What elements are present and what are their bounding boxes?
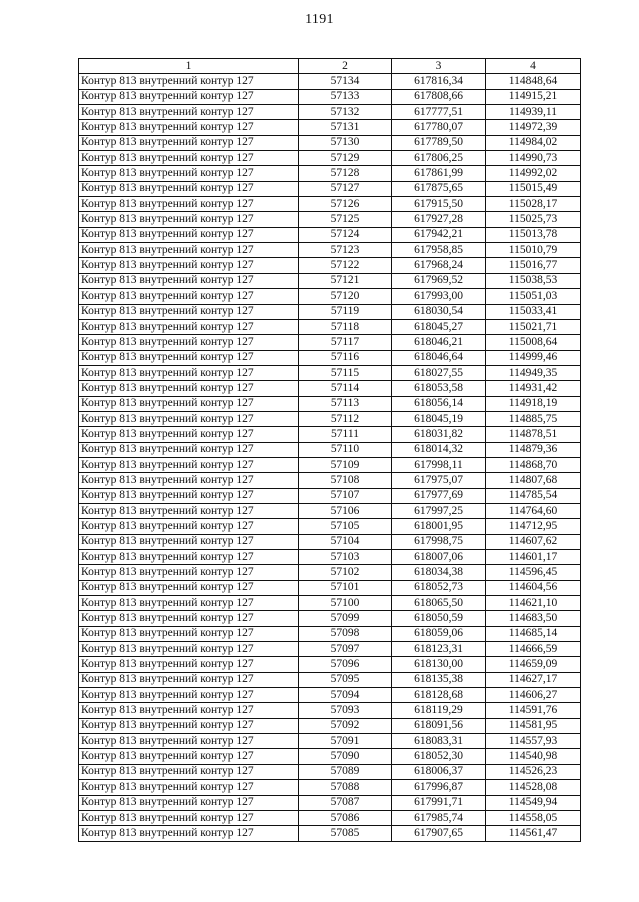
point-number-cell: 57099 (299, 611, 392, 626)
point-number-cell: 57134 (299, 74, 392, 89)
point-number-cell: 57101 (299, 580, 392, 595)
table-row (79, 596, 581, 611)
y-coordinate-cell: 114621,10 (486, 596, 581, 611)
y-coordinate-cell: 114984,02 (486, 135, 581, 150)
y-coordinate-cell: 114549,94 (486, 795, 581, 810)
contour-name-cell: Контур 813 внутренний контур 127 (79, 335, 299, 350)
y-coordinate-cell: 114685,14 (486, 626, 581, 641)
y-coordinate-cell: 114558,05 (486, 810, 581, 825)
y-coordinate-cell: 114540,98 (486, 749, 581, 764)
table-row (79, 273, 581, 288)
point-number-cell: 57116 (299, 350, 392, 365)
table-row (79, 411, 581, 426)
table-row (79, 427, 581, 442)
y-coordinate-cell: 114557,93 (486, 734, 581, 749)
y-coordinate-cell: 114712,95 (486, 519, 581, 534)
table-row (79, 396, 581, 411)
table-row (79, 166, 581, 181)
y-coordinate-cell: 114528,08 (486, 780, 581, 795)
y-coordinate-cell: 115015,49 (486, 181, 581, 196)
table-row (79, 442, 581, 457)
point-number-cell: 57114 (299, 381, 392, 396)
table-row (79, 74, 581, 89)
x-coordinate-cell: 617969,52 (392, 273, 486, 288)
contour-name-cell: Контур 813 внутренний контур 127 (79, 519, 299, 534)
contour-name-cell: Контур 813 внутренний контур 127 (79, 596, 299, 611)
x-coordinate-cell: 618091,56 (392, 718, 486, 733)
x-coordinate-cell: 617997,25 (392, 503, 486, 518)
point-number-cell: 57106 (299, 503, 392, 518)
table-row (79, 657, 581, 672)
point-number-cell: 57117 (299, 335, 392, 350)
point-number-cell: 57088 (299, 780, 392, 795)
x-coordinate-cell: 617915,50 (392, 197, 486, 212)
y-coordinate-cell: 114666,59 (486, 642, 581, 657)
table-row (79, 289, 581, 304)
contour-name-cell: Контур 813 внутренний контур 127 (79, 181, 299, 196)
x-coordinate-cell: 618059,06 (392, 626, 486, 641)
y-coordinate-cell: 115021,71 (486, 319, 581, 334)
point-number-cell: 57108 (299, 473, 392, 488)
point-number-cell: 57130 (299, 135, 392, 150)
x-coordinate-cell: 618083,31 (392, 734, 486, 749)
contour-name-cell: Контур 813 внутренний контур 127 (79, 672, 299, 687)
y-coordinate-cell: 114885,75 (486, 411, 581, 426)
table-row (79, 181, 581, 196)
y-coordinate-cell: 114764,60 (486, 503, 581, 518)
x-coordinate-cell: 618046,64 (392, 350, 486, 365)
point-number-cell: 57121 (299, 273, 392, 288)
point-number-cell: 57095 (299, 672, 392, 687)
point-number-cell: 57087 (299, 795, 392, 810)
x-coordinate-cell: 617958,85 (392, 243, 486, 258)
contour-name-cell: Контур 813 внутренний контур 127 (79, 550, 299, 565)
x-coordinate-cell: 617875,65 (392, 181, 486, 196)
contour-name-cell: Контур 813 внутренний контур 127 (79, 534, 299, 549)
table-row (79, 365, 581, 380)
y-coordinate-cell: 115008,64 (486, 335, 581, 350)
table-row (79, 120, 581, 135)
header-col-3: 3 (392, 59, 486, 74)
x-coordinate-cell: 617998,75 (392, 534, 486, 549)
y-coordinate-cell: 114785,54 (486, 488, 581, 503)
x-coordinate-cell: 618123,31 (392, 642, 486, 657)
table-row (79, 304, 581, 319)
table-row (79, 764, 581, 779)
x-coordinate-cell: 618119,29 (392, 703, 486, 718)
table-row (79, 135, 581, 150)
contour-name-cell: Контур 813 внутренний контур 127 (79, 503, 299, 518)
y-coordinate-cell: 114607,62 (486, 534, 581, 549)
contour-name-cell: Контур 813 внутренний контур 127 (79, 89, 299, 104)
x-coordinate-cell: 618135,38 (392, 672, 486, 687)
contour-name-cell: Контур 813 внутренний контур 127 (79, 473, 299, 488)
contour-name-cell: Контур 813 внутренний контур 127 (79, 580, 299, 595)
y-coordinate-cell: 114992,02 (486, 166, 581, 181)
point-number-cell: 57119 (299, 304, 392, 319)
point-number-cell: 57107 (299, 488, 392, 503)
x-coordinate-cell: 618030,54 (392, 304, 486, 319)
table-row (79, 151, 581, 166)
point-number-cell: 57133 (299, 89, 392, 104)
table-row (79, 734, 581, 749)
table-row (79, 795, 581, 810)
y-coordinate-cell: 115028,17 (486, 197, 581, 212)
point-number-cell: 57085 (299, 826, 392, 841)
y-coordinate-cell: 114561,47 (486, 826, 581, 841)
point-number-cell: 57094 (299, 688, 392, 703)
point-number-cell: 57103 (299, 550, 392, 565)
table-row (79, 580, 581, 595)
table-row (79, 703, 581, 718)
point-number-cell: 57104 (299, 534, 392, 549)
x-coordinate-cell: 618128,68 (392, 688, 486, 703)
contour-name-cell: Контур 813 внутренний контур 127 (79, 105, 299, 120)
x-coordinate-cell: 617927,28 (392, 212, 486, 227)
y-coordinate-cell: 114990,73 (486, 151, 581, 166)
contour-name-cell: Контур 813 внутренний контур 127 (79, 289, 299, 304)
contour-name-cell: Контур 813 внутренний контур 127 (79, 197, 299, 212)
contour-name-cell: Контур 813 внутренний контур 127 (79, 642, 299, 657)
contour-name-cell: Контур 813 внутренний контур 127 (79, 488, 299, 503)
y-coordinate-cell: 114683,50 (486, 611, 581, 626)
contour-name-cell: Контур 813 внутренний контур 127 (79, 780, 299, 795)
table-body (79, 74, 581, 841)
x-coordinate-cell: 618027,55 (392, 365, 486, 380)
point-number-cell: 57118 (299, 319, 392, 334)
contour-name-cell: Контур 813 внутренний контур 127 (79, 227, 299, 242)
point-number-cell: 57096 (299, 657, 392, 672)
y-coordinate-cell: 114659,09 (486, 657, 581, 672)
contour-name-cell: Контур 813 внутренний контур 127 (79, 166, 299, 181)
contour-name-cell: Контур 813 внутренний контур 127 (79, 381, 299, 396)
contour-name-cell: Контур 813 внутренний контур 127 (79, 657, 299, 672)
contour-name-cell: Контур 813 внутренний контур 127 (79, 135, 299, 150)
point-number-cell: 57112 (299, 411, 392, 426)
point-number-cell: 57093 (299, 703, 392, 718)
contour-name-cell: Контур 813 внутренний контур 127 (79, 427, 299, 442)
table-row (79, 335, 581, 350)
y-coordinate-cell: 115051,03 (486, 289, 581, 304)
point-number-cell: 57111 (299, 427, 392, 442)
x-coordinate-cell: 617806,25 (392, 151, 486, 166)
table-row (79, 534, 581, 549)
contour-name-cell: Контур 813 внутренний контур 127 (79, 611, 299, 626)
table-row (79, 780, 581, 795)
table-row (79, 243, 581, 258)
point-number-cell: 57122 (299, 258, 392, 273)
contour-name-cell: Контур 813 внутренний контур 127 (79, 350, 299, 365)
y-coordinate-cell: 114939,11 (486, 105, 581, 120)
contour-name-cell: Контур 813 внутренний контур 127 (79, 304, 299, 319)
point-number-cell: 57113 (299, 396, 392, 411)
x-coordinate-cell: 617975,07 (392, 473, 486, 488)
point-number-cell: 57091 (299, 734, 392, 749)
y-coordinate-cell: 114604,56 (486, 580, 581, 595)
x-coordinate-cell: 618045,19 (392, 411, 486, 426)
contour-name-cell: Контур 813 внутренний контур 127 (79, 688, 299, 703)
x-coordinate-cell: 617996,87 (392, 780, 486, 795)
x-coordinate-cell: 618053,58 (392, 381, 486, 396)
x-coordinate-cell: 618130,00 (392, 657, 486, 672)
x-coordinate-cell: 618065,50 (392, 596, 486, 611)
contour-name-cell: Контур 813 внутренний контур 127 (79, 565, 299, 580)
contour-name-cell: Контур 813 внутренний контур 127 (79, 764, 299, 779)
y-coordinate-cell: 114581,95 (486, 718, 581, 733)
point-number-cell: 57132 (299, 105, 392, 120)
point-number-cell: 57128 (299, 166, 392, 181)
contour-name-cell: Контур 813 внутренний контур 127 (79, 396, 299, 411)
header-col-1: 1 (79, 59, 299, 74)
contour-name-cell: Контур 813 внутренний контур 127 (79, 795, 299, 810)
y-coordinate-cell: 114868,70 (486, 457, 581, 472)
x-coordinate-cell: 618056,14 (392, 396, 486, 411)
table-row (79, 350, 581, 365)
table-row (79, 672, 581, 687)
point-number-cell: 57129 (299, 151, 392, 166)
y-coordinate-cell: 114931,42 (486, 381, 581, 396)
table-row (79, 749, 581, 764)
x-coordinate-cell: 617907,65 (392, 826, 486, 841)
y-coordinate-cell: 114606,27 (486, 688, 581, 703)
y-coordinate-cell: 114972,39 (486, 120, 581, 135)
header-col-4: 4 (486, 59, 581, 74)
table-row (79, 457, 581, 472)
y-coordinate-cell: 114601,17 (486, 550, 581, 565)
point-number-cell: 57110 (299, 442, 392, 457)
contour-name-cell: Контур 813 внутренний контур 127 (79, 718, 299, 733)
contour-name-cell: Контур 813 внутренний контур 127 (79, 749, 299, 764)
table-row (79, 550, 581, 565)
x-coordinate-cell: 617991,71 (392, 795, 486, 810)
point-number-cell: 57109 (299, 457, 392, 472)
x-coordinate-cell: 617985,74 (392, 810, 486, 825)
x-coordinate-cell: 618052,30 (392, 749, 486, 764)
point-number-cell: 57100 (299, 596, 392, 611)
point-number-cell: 57120 (299, 289, 392, 304)
table-row (79, 197, 581, 212)
table-row (79, 227, 581, 242)
table-header (79, 59, 581, 74)
x-coordinate-cell: 618001,95 (392, 519, 486, 534)
contour-name-cell: Контур 813 внутренний контур 127 (79, 703, 299, 718)
coordinates-table (78, 58, 581, 842)
contour-name-cell: Контур 813 внутренний контур 127 (79, 457, 299, 472)
table-row (79, 473, 581, 488)
y-coordinate-cell: 114526,23 (486, 764, 581, 779)
x-coordinate-cell: 618031,82 (392, 427, 486, 442)
x-coordinate-cell: 618050,59 (392, 611, 486, 626)
point-number-cell: 57098 (299, 626, 392, 641)
contour-name-cell: Контур 813 внутренний контур 127 (79, 826, 299, 841)
table-row (79, 642, 581, 657)
table-row (79, 826, 581, 841)
point-number-cell: 57127 (299, 181, 392, 196)
x-coordinate-cell: 617780,07 (392, 120, 486, 135)
y-coordinate-cell: 115038,53 (486, 273, 581, 288)
contour-name-cell: Контур 813 внутренний контур 127 (79, 319, 299, 334)
contour-name-cell: Контур 813 внутренний контур 127 (79, 120, 299, 135)
y-coordinate-cell: 115016,77 (486, 258, 581, 273)
y-coordinate-cell: 114848,64 (486, 74, 581, 89)
x-coordinate-cell: 617777,51 (392, 105, 486, 120)
x-coordinate-cell: 617816,34 (392, 74, 486, 89)
x-coordinate-cell: 617968,24 (392, 258, 486, 273)
contour-name-cell: Контур 813 внутренний контур 127 (79, 151, 299, 166)
point-number-cell: 57123 (299, 243, 392, 258)
table-row (79, 381, 581, 396)
point-number-cell: 57097 (299, 642, 392, 657)
y-coordinate-cell: 114879,36 (486, 442, 581, 457)
y-coordinate-cell: 114949,35 (486, 365, 581, 380)
table-row (79, 258, 581, 273)
y-coordinate-cell: 114915,21 (486, 89, 581, 104)
x-coordinate-cell: 618045,27 (392, 319, 486, 334)
table-row (79, 212, 581, 227)
point-number-cell: 57125 (299, 212, 392, 227)
contour-name-cell: Контур 813 внутренний контур 127 (79, 212, 299, 227)
y-coordinate-cell: 115013,78 (486, 227, 581, 242)
y-coordinate-cell: 114596,45 (486, 565, 581, 580)
contour-name-cell: Контур 813 внутренний контур 127 (79, 626, 299, 641)
contour-name-cell: Контур 813 внутренний контур 127 (79, 74, 299, 89)
table-row (79, 611, 581, 626)
contour-name-cell: Контур 813 внутренний контур 127 (79, 258, 299, 273)
x-coordinate-cell: 618014,32 (392, 442, 486, 457)
y-coordinate-cell: 114918,19 (486, 396, 581, 411)
point-number-cell: 57126 (299, 197, 392, 212)
x-coordinate-cell: 618052,73 (392, 580, 486, 595)
y-coordinate-cell: 114807,68 (486, 473, 581, 488)
point-number-cell: 57124 (299, 227, 392, 242)
x-coordinate-cell: 618007,06 (392, 550, 486, 565)
table-row (79, 105, 581, 120)
y-coordinate-cell: 114627,17 (486, 672, 581, 687)
table-row (79, 688, 581, 703)
point-number-cell: 57086 (299, 810, 392, 825)
point-number-cell: 57105 (299, 519, 392, 534)
contour-name-cell: Контур 813 внутренний контур 127 (79, 411, 299, 426)
x-coordinate-cell: 617942,21 (392, 227, 486, 242)
x-coordinate-cell: 617993,00 (392, 289, 486, 304)
y-coordinate-cell: 114878,51 (486, 427, 581, 442)
table-row (79, 319, 581, 334)
header-row (79, 59, 581, 74)
y-coordinate-cell: 115025,73 (486, 212, 581, 227)
x-coordinate-cell: 618034,38 (392, 565, 486, 580)
contour-name-cell: Контур 813 внутренний контур 127 (79, 273, 299, 288)
table-row (79, 810, 581, 825)
x-coordinate-cell: 618046,21 (392, 335, 486, 350)
x-coordinate-cell: 617998,11 (392, 457, 486, 472)
table-row (79, 565, 581, 580)
point-number-cell: 57115 (299, 365, 392, 380)
point-number-cell: 57131 (299, 120, 392, 135)
point-number-cell: 57092 (299, 718, 392, 733)
point-number-cell: 57102 (299, 565, 392, 580)
table-row (79, 488, 581, 503)
table-row (79, 89, 581, 104)
contour-name-cell: Контур 813 внутренний контур 127 (79, 442, 299, 457)
y-coordinate-cell: 114999,46 (486, 350, 581, 365)
y-coordinate-cell: 114591,76 (486, 703, 581, 718)
x-coordinate-cell: 617808,66 (392, 89, 486, 104)
table-row (79, 718, 581, 733)
point-number-cell: 57090 (299, 749, 392, 764)
y-coordinate-cell: 115033,41 (486, 304, 581, 319)
y-coordinate-cell: 115010,79 (486, 243, 581, 258)
page-number: 1191 (305, 12, 334, 27)
table-row (79, 519, 581, 534)
x-coordinate-cell: 617861,99 (392, 166, 486, 181)
contour-name-cell: Контур 813 внутренний контур 127 (79, 365, 299, 380)
contour-name-cell: Контур 813 внутренний контур 127 (79, 734, 299, 749)
table-row (79, 503, 581, 518)
x-coordinate-cell: 617977,69 (392, 488, 486, 503)
header-col-2: 2 (299, 59, 392, 74)
x-coordinate-cell: 617789,50 (392, 135, 486, 150)
contour-name-cell: Контур 813 внутренний контур 127 (79, 810, 299, 825)
contour-name-cell: Контур 813 внутренний контур 127 (79, 243, 299, 258)
table-row (79, 626, 581, 641)
point-number-cell: 57089 (299, 764, 392, 779)
x-coordinate-cell: 618006,37 (392, 764, 486, 779)
